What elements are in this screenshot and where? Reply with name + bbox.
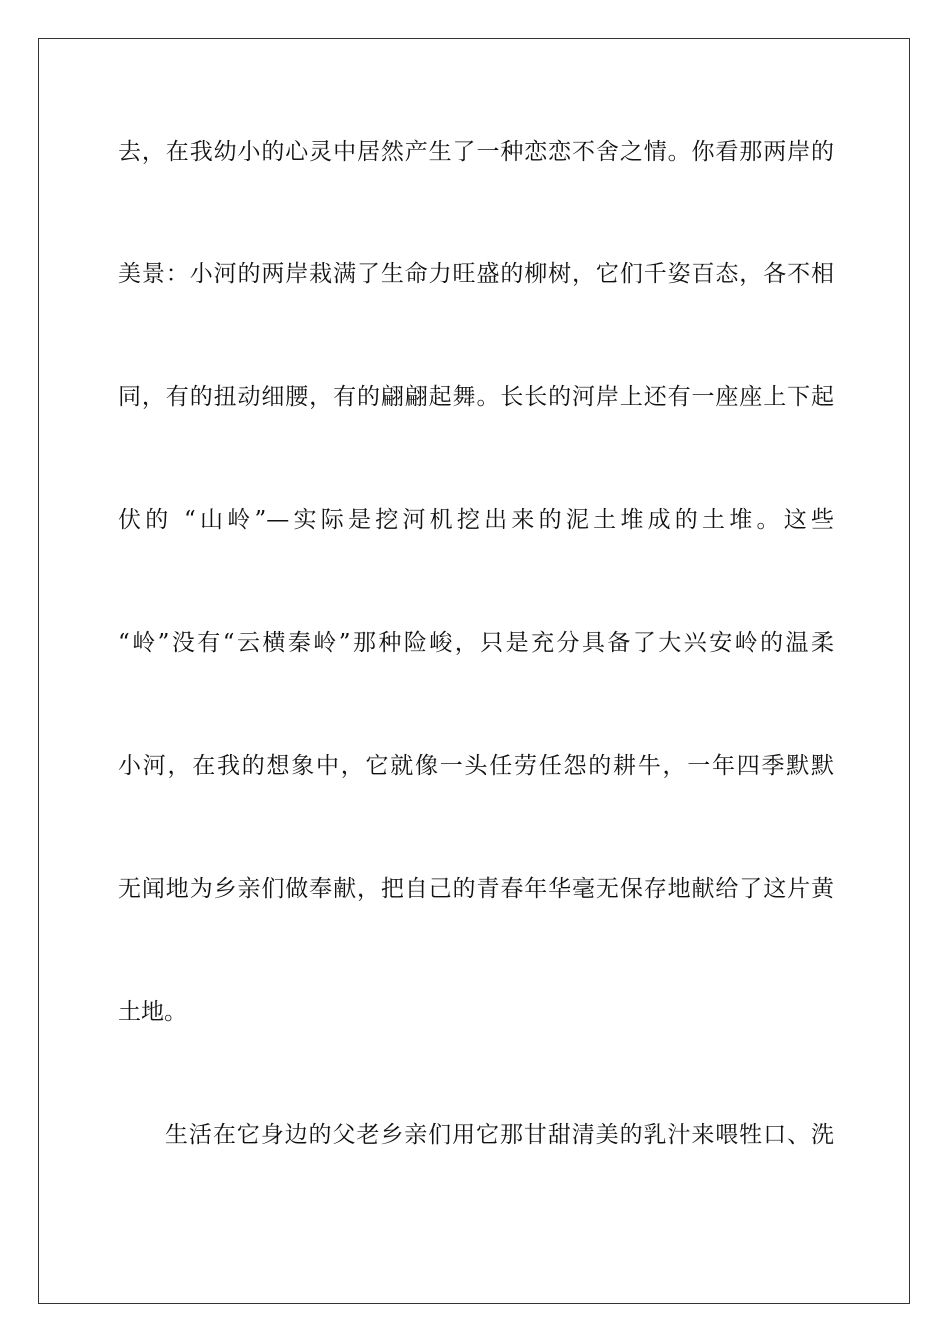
text-line-6: 小河，在我的想象中，它就像一头任劳任怨的耕牛，一年四季默默 bbox=[118, 753, 834, 779]
text-line-3: 同，有的扭动细腰，有的翩翩起舞。长长的河岸上还有一座座上下起 bbox=[118, 384, 834, 410]
text-line-7: 无闻地为乡亲们做奉献，把自己的青春年华毫无保存地献给了这片黄 bbox=[118, 876, 834, 902]
text-line-5: “岭”没有“云横秦岭”那种险峻，只是充分具备了大兴安岭的温柔 bbox=[118, 630, 834, 656]
text-line-4: 伏的 “山岭”—实际是挖河机挖出来的泥土堆成的土堆。这些 bbox=[118, 507, 834, 533]
text-line-2: 美景：小河的两岸栽满了生命力旺盛的柳树，它们千姿百态，各不相 bbox=[118, 261, 834, 287]
text-line-8: 土地。 bbox=[118, 999, 187, 1025]
text-line-1: 去，在我幼小的心灵中居然产生了一种恋恋不舍之情。你看那两岸的 bbox=[118, 139, 834, 165]
paragraph-start-line: 生活在它身边的父老乡亲们用它那甘甜清美的乳汁来喂牲口、洗 bbox=[165, 1122, 834, 1148]
page-border bbox=[38, 38, 910, 1304]
